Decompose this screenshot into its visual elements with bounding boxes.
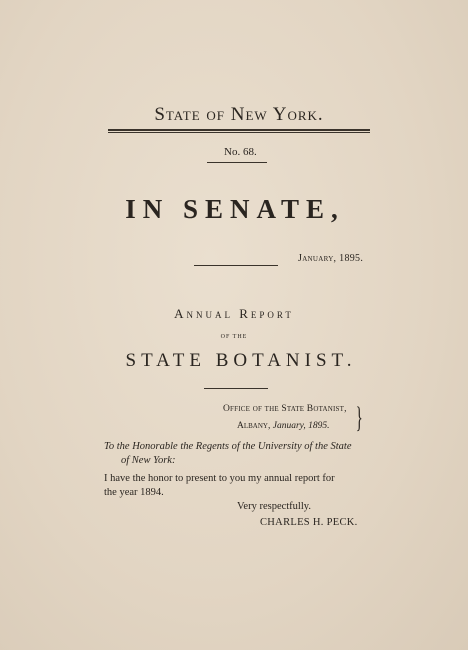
letter-body xyxy=(104,472,370,500)
office-place: Albany, xyxy=(237,421,271,431)
report-title-line2: OF THE xyxy=(220,334,248,340)
senate-heading: IN SENATE, xyxy=(125,194,345,224)
office-line: Office of the State Botanist, xyxy=(223,404,347,414)
salutation-line1: To the Honorable the Regents of the University of the State xyxy=(104,441,352,452)
short-rule xyxy=(207,162,267,163)
document-number: No. 68. xyxy=(224,146,257,158)
salutation-line2: of New York: xyxy=(121,455,176,466)
office-date: January, 1895. xyxy=(272,421,330,431)
body-line1: I have the honor to present to you my annual report for xyxy=(104,473,335,484)
body-line2: the year 1894. xyxy=(104,487,164,498)
date-rule xyxy=(194,265,278,266)
report-title-line1: Annual Report xyxy=(174,306,294,321)
signature: CHARLES H. PECK. xyxy=(260,517,358,528)
document-date: January, 1895. xyxy=(298,253,364,264)
double-rule xyxy=(108,129,370,133)
brace-mark: } xyxy=(355,401,363,434)
closing: Very respectfully. xyxy=(237,501,311,512)
report-title-line3: STATE BOTANIST. xyxy=(125,350,357,371)
office-place-date xyxy=(237,421,329,431)
salutation xyxy=(104,440,370,468)
section-rule xyxy=(204,388,268,389)
state-heading: State of New York. xyxy=(154,104,324,125)
